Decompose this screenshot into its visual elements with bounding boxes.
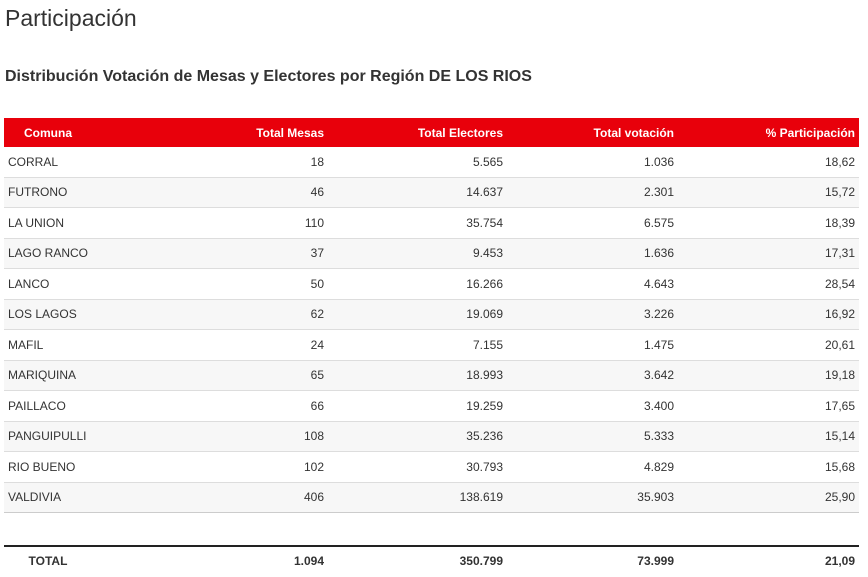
total-participacion: 21,09 [824,554,855,568]
table-row [4,421,859,452]
cell-total-votacion: 5.333 [507,421,678,452]
cell-participacion: 28,54 [678,269,859,300]
cell-participacion: 17,31 [678,238,859,269]
cell-total-mesas: 65 [92,360,328,391]
page-title: Participación [5,5,137,31]
cell-total-votacion: 4.829 [507,452,678,483]
cell-total-electores: 14.637 [328,177,507,208]
cell-total-electores: 19.259 [328,391,507,422]
cell-total-votacion: 2.301 [507,177,678,208]
cell-comuna: CORRAL [4,147,92,177]
cell-participacion: 18,62 [678,147,859,177]
total-votacion: 73.999 [637,554,674,568]
cell-participacion: 15,68 [678,452,859,483]
cell-total-mesas: 406 [92,482,328,513]
cell-comuna: LOS LAGOS [4,299,92,330]
table-row [4,208,859,239]
total-electores: 350.799 [459,554,503,568]
table-header [4,118,859,147]
cell-total-electores: 9.453 [328,238,507,269]
cell-total-mesas: 108 [92,421,328,452]
cell-comuna: LANCO [4,269,92,300]
total-label: TOTAL [28,554,68,568]
cell-total-mesas: 66 [92,391,328,422]
cell-total-votacion: 35.903 [507,482,678,513]
table-body [4,147,859,513]
cell-total-electores: 30.793 [328,452,507,483]
cell-participacion: 15,72 [678,177,859,208]
header-total-votacion: Total votación [507,118,678,147]
cell-participacion: 15,14 [678,421,859,452]
cell-total-votacion: 3.400 [507,391,678,422]
cell-total-electores: 5.565 [328,147,507,177]
cell-total-mesas: 110 [92,208,328,239]
cell-comuna: VALDIVIA [4,482,92,513]
total-table [4,545,859,575]
table-row [4,391,859,422]
table-row [4,147,859,177]
cell-participacion: 25,90 [678,482,859,513]
total-row [4,546,859,575]
table-row [4,269,859,300]
cell-comuna: LA UNION [4,208,92,239]
table-row [4,330,859,361]
cell-total-electores: 7.155 [328,330,507,361]
cell-total-votacion: 1.036 [507,147,678,177]
table-subtitle: Distribución Votación de Mesas y Electores por Región DE LOS RIOS [5,68,532,85]
cell-total-mesas: 37 [92,238,328,269]
header-total-mesas: Total Mesas [92,118,328,147]
cell-comuna: FUTRONO [4,177,92,208]
cell-total-votacion: 1.636 [507,238,678,269]
cell-total-votacion: 1.475 [507,330,678,361]
cell-comuna: PANGUIPULLI [4,421,92,452]
cell-participacion: 17,65 [678,391,859,422]
cell-total-mesas: 102 [92,452,328,483]
cell-total-mesas: 18 [92,147,328,177]
cell-participacion: 16,92 [678,299,859,330]
cell-total-votacion: 6.575 [507,208,678,239]
header-row [4,118,859,147]
cell-participacion: 18,39 [678,208,859,239]
cell-comuna: RIO BUENO [4,452,92,483]
cell-comuna: MAFIL [4,330,92,361]
cell-total-electores: 18.993 [328,360,507,391]
table-row [4,452,859,483]
cell-participacion: 20,61 [678,330,859,361]
header-total-electores: Total Electores [328,118,507,147]
cell-total-electores: 35.236 [328,421,507,452]
cell-total-electores: 16.266 [328,269,507,300]
cell-total-mesas: 24 [92,330,328,361]
cell-total-mesas: 46 [92,177,328,208]
header-participacion: % Participación [678,118,859,147]
table-row [4,482,859,513]
cell-total-votacion: 3.226 [507,299,678,330]
cell-participacion: 19,18 [678,360,859,391]
cell-total-electores: 19.069 [328,299,507,330]
cell-total-electores: 138.619 [328,482,507,513]
cell-comuna: PAILLACO [4,391,92,422]
table-row [4,177,859,208]
cell-comuna: LAGO RANCO [4,238,92,269]
table-row [4,360,859,391]
table-row [4,299,859,330]
header-comuna: Comuna [4,118,92,147]
cell-total-votacion: 3.642 [507,360,678,391]
cell-total-mesas: 62 [92,299,328,330]
table-row [4,238,859,269]
cell-total-votacion: 4.643 [507,269,678,300]
participation-table [4,118,859,513]
cell-total-mesas: 50 [92,269,328,300]
total-mesas: 1.094 [293,554,324,568]
cell-total-electores: 35.754 [328,208,507,239]
cell-comuna: MARIQUINA [4,360,92,391]
